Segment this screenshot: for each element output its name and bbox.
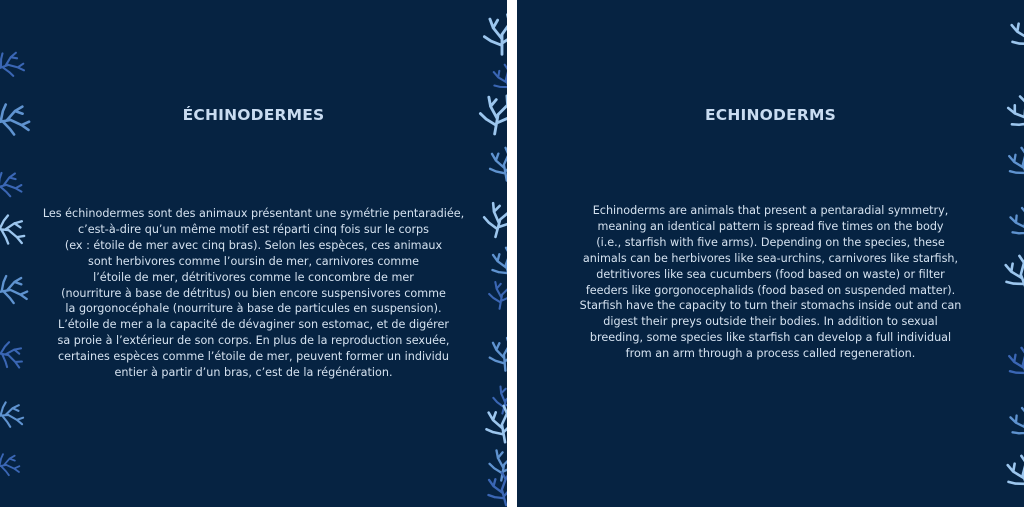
- coral-icon: [474, 191, 507, 250]
- coral-icon: [996, 445, 1024, 506]
- text-line: la gorgonocéphale (nourriture à base de particules en suspension).: [65, 302, 442, 316]
- text-line: Starfish have the capacity to turn their stomachs inside out and can: [579, 299, 962, 313]
- coral-icon: [0, 96, 38, 144]
- text-line: sont herbivores comme l’oursin de mer, carnivores comme: [88, 254, 419, 268]
- page-title-french: ÉCHINODERMES: [182, 106, 325, 124]
- coral-icon: [472, 84, 507, 146]
- coral-icon: [998, 338, 1024, 393]
- text-line: meaning an identical pattern is spread five times on the body: [597, 219, 944, 233]
- text-line: breeding, some species like starfish can develop a full individual: [589, 331, 952, 345]
- panel-french: [0, 0, 507, 507]
- text-line: animals can be herbivores like sea-urchins, carnivores like starfish,: [582, 251, 959, 265]
- coral-icon: [479, 464, 507, 507]
- coral-icon: [480, 8, 507, 63]
- coral-icon: [999, 397, 1024, 453]
- coral-icon: [0, 164, 29, 205]
- text-line: feeders like gorgonocephalids (food based on suspended matter).: [585, 283, 956, 297]
- coral-icon: [0, 210, 32, 250]
- text-line: c’est-à-dire qu’un même motif est réparti cinq fois sur le corps: [77, 222, 429, 236]
- coral-icon: [998, 138, 1024, 193]
- text-line: digest their preys outside their bodies. In addition to sexual: [603, 315, 938, 329]
- text-line: sa proie à l’extérieur de son corps. En plus de la reproduction sexuée,: [57, 334, 450, 348]
- description-french: [10, 206, 497, 381]
- coral-icon: [999, 197, 1024, 253]
- coral-icon: [0, 43, 32, 87]
- page-title-english: ECHINODERMS: [704, 106, 837, 124]
- text-line: certaines espèces comme l’étoile de mer, peuvent former un individu: [58, 350, 449, 364]
- coral-icon: [0, 448, 26, 482]
- coral-icon: [0, 336, 30, 374]
- text-line: from an arm through a process called regeneration.: [625, 347, 916, 361]
- text-line: (ex : étoile de mer avec cinq bras). Selon les espèces, ces animaux: [64, 238, 443, 252]
- panel-english: [517, 0, 1024, 507]
- coral-icon: [0, 397, 29, 432]
- text-line: detritivores like sea cucumbers (food based on waste) or filter: [596, 267, 945, 281]
- description-english: [539, 203, 1002, 362]
- text-line: (i.e., starfish with five arms). Depending on the species, these: [596, 235, 945, 249]
- text-line: Les échinodermes sont des animaux présentant une symétrie pentaradiée,: [42, 207, 465, 220]
- text-line: (nourriture à base de détritus) ou bien encore suspensivores comme: [61, 286, 446, 300]
- coral-icon: [1000, 5, 1024, 66]
- text-line: Echinoderms are animals that present a pentaradial symmetry,: [592, 204, 949, 217]
- text-line: l’étoile de mer, détritivores comme le concombre de mer: [93, 270, 414, 284]
- text-line: L’étoile de mer a la capacité de dévaginer son estomac, et de digérer: [57, 318, 450, 332]
- panel-divider: [507, 0, 517, 507]
- coral-icon: [484, 331, 507, 379]
- coral-icon: [482, 140, 507, 191]
- text-line: entier à partir d’un bras, c’est de la régénération.: [114, 366, 393, 380]
